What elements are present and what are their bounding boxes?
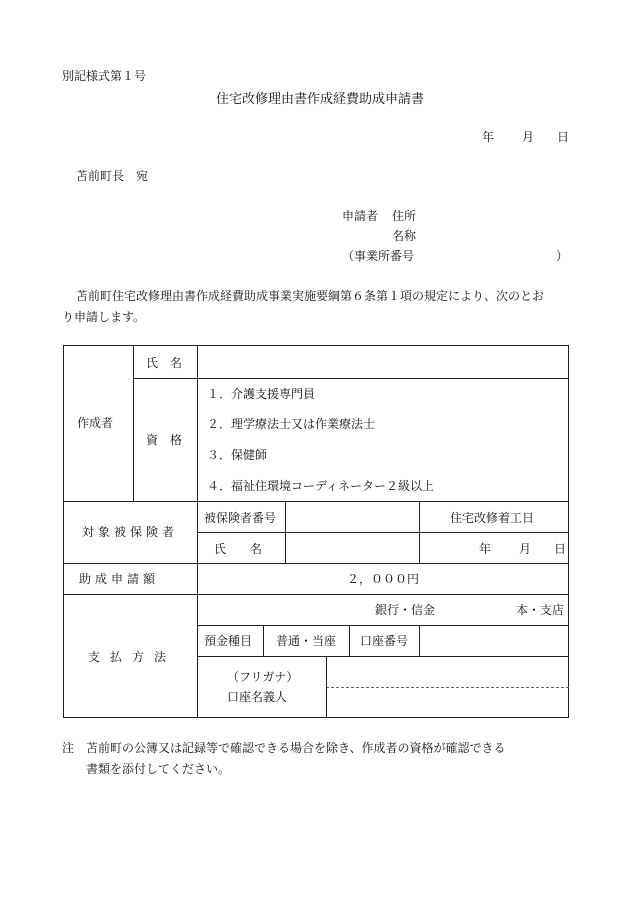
addressee: 苫前町長 宛 [76, 169, 149, 183]
vline-insured-2 [419, 501, 420, 563]
page-title: 住宅改修理由書作成経費助成申請書 [216, 92, 425, 107]
rule-furigana-dashed [326, 687, 569, 688]
furigana-label: （フリガナ） [227, 670, 299, 684]
deposit-type-label: 預金種目 [204, 634, 253, 648]
insured-name-label: 氏 名 [214, 542, 263, 556]
rule-creator-insured [64, 501, 569, 502]
applicant-name-label: 名称 [392, 229, 417, 243]
office-number-close: ） [556, 249, 569, 263]
start-date-day: 日 [554, 542, 567, 556]
qualification-label: 資 格 [146, 433, 183, 447]
insured-number-label: 被保険者番号 [204, 511, 277, 525]
rule-name-qual [133, 378, 569, 379]
start-date-year: 年 [479, 542, 492, 556]
applicant-label: 申請者 [342, 209, 379, 223]
rule-insured-mid [197, 532, 569, 533]
rule-grant-payment [64, 594, 569, 595]
applicant-address-label: 住所 [392, 209, 417, 223]
office-number-label: （事業所番号 [342, 249, 415, 263]
bank-label: 銀行・信金 [375, 603, 436, 617]
date-month-label: 月 [522, 130, 535, 144]
rule-bank-deposit [197, 625, 569, 626]
note-marker: 注 [62, 741, 75, 755]
vline-deposit-1 [263, 625, 264, 656]
grant-amount-value: ２，０００円 [347, 572, 420, 586]
rule-deposit-holder [197, 656, 569, 657]
deposit-type-value: 普通・当座 [276, 634, 337, 648]
date-day-label: 日 [557, 130, 570, 144]
insured-section-label: 対象被保険者 [82, 525, 179, 539]
vline-creator [133, 346, 134, 501]
vline-holder [326, 656, 327, 718]
payment-section-label: 支払方法 [88, 650, 177, 664]
grant-amount-label: 助成申請額 [79, 572, 160, 586]
account-number-label: 口座番号 [360, 634, 409, 648]
note-line1: 苫前町の公簿又は記録等で確認できる場合を除き、作成者の資格が確認できる [86, 741, 506, 755]
creator-section-label: 作成者 [77, 416, 114, 430]
application-table [63, 345, 569, 718]
start-date-month: 月 [519, 542, 532, 556]
account-holder-label: 口座名義人 [227, 690, 288, 704]
vline-insured-1 [285, 501, 286, 563]
form-number: 別記様式第１号 [62, 69, 147, 83]
qualification-item: ４．福祉住環境コーディネーター２級以上 [207, 479, 435, 493]
vline-main [197, 346, 198, 718]
qualification-item: １．介護支援専門員 [207, 387, 316, 401]
qualification-item: ２．理学療法士又は作業療法士 [207, 417, 376, 431]
date-year-label: 年 [482, 130, 495, 144]
creator-name-label: 氏 名 [146, 356, 183, 370]
note-line2: 書類を添付してください。 [86, 762, 231, 776]
renovation-start-label: 住宅改修着工日 [450, 511, 535, 525]
vline-deposit-3 [419, 625, 420, 656]
body-text-line1: 苫前町住宅改修理由書作成経費助成事業実施要綱第６条第１項の規定により、次のとお [76, 289, 545, 303]
branch-label: 本・支店 [516, 603, 565, 617]
qualification-item: ３．保健師 [207, 448, 268, 462]
body-text-line2: り申請します。 [62, 310, 146, 324]
rule-insured-grant [64, 563, 569, 564]
vline-deposit-2 [349, 625, 350, 656]
